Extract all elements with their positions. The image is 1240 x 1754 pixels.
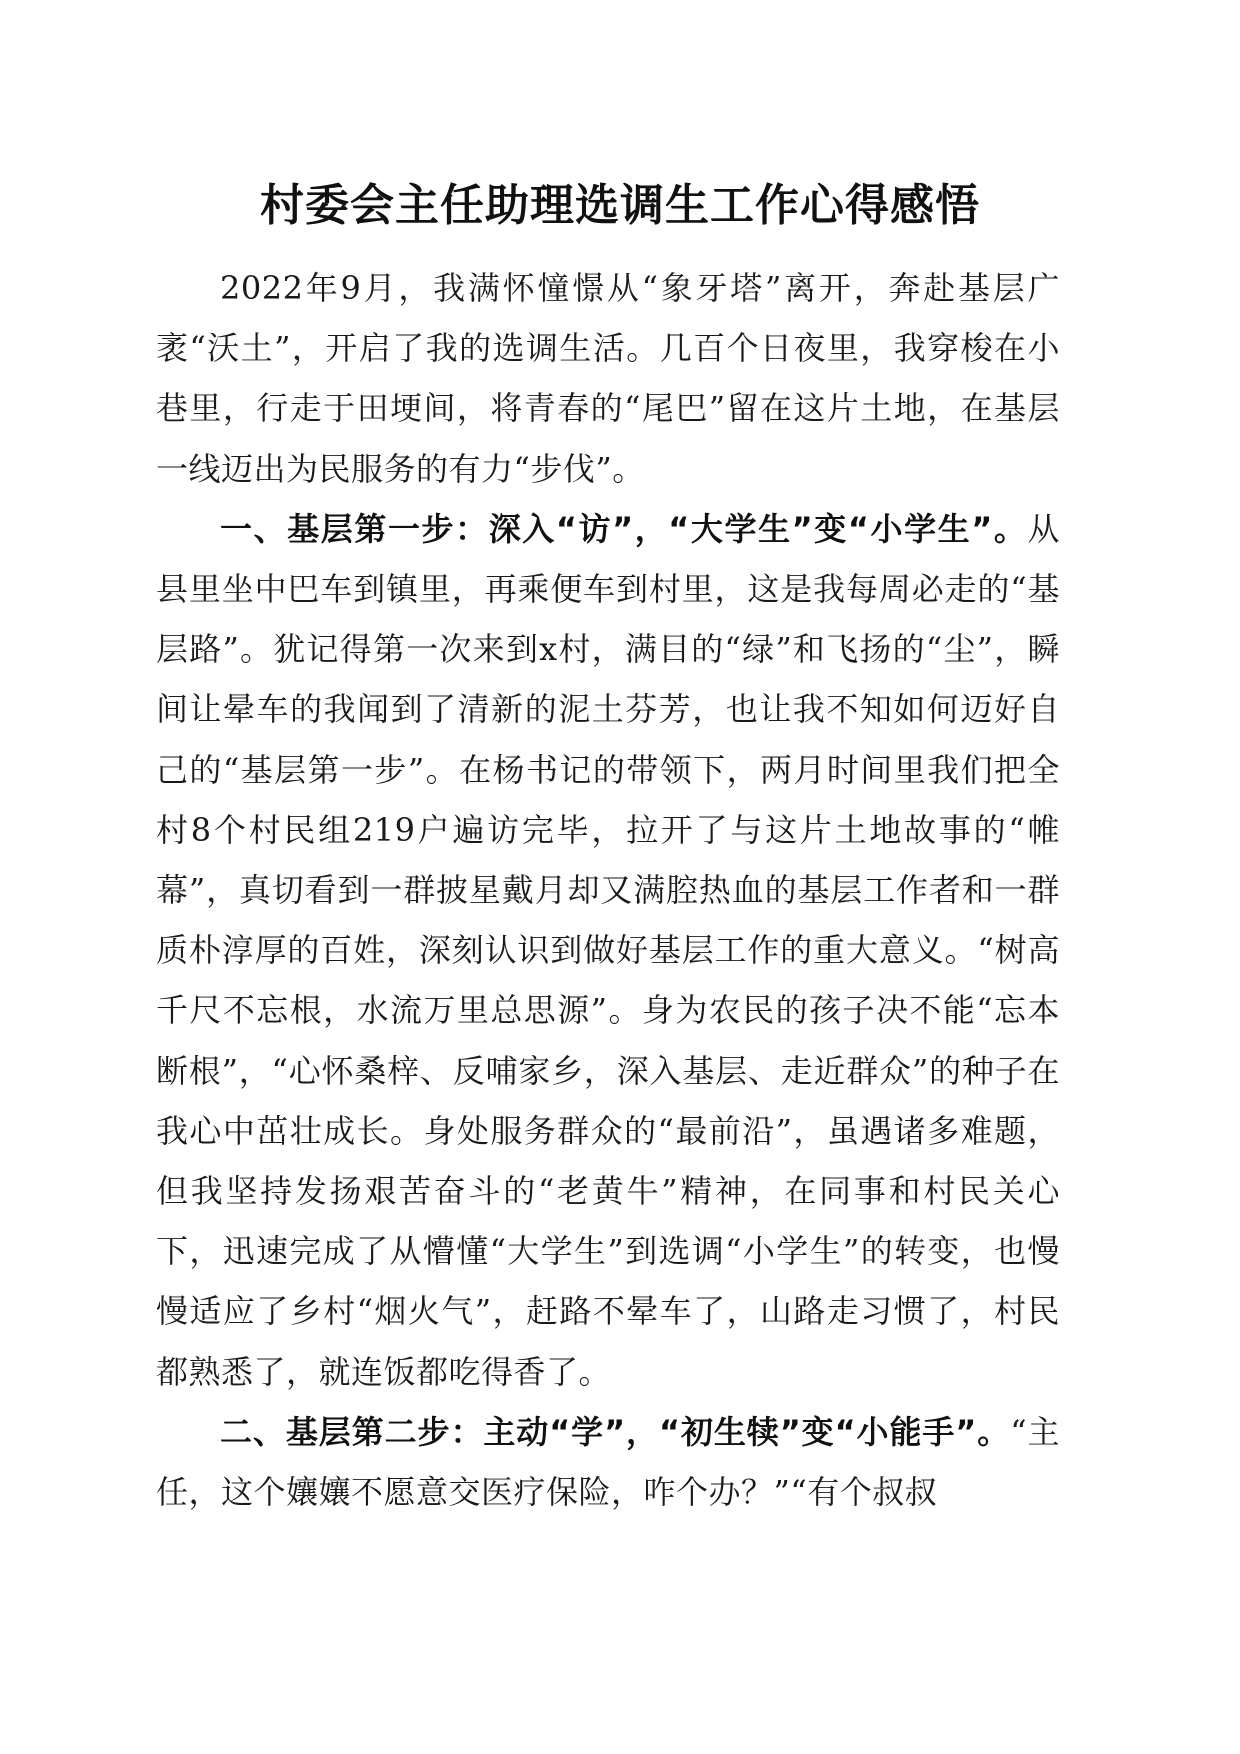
section-one-text: 从县里坐中巴车到镇里，再乘便车到村里，这是我每周必走的“基层路”。犹记得第一次来到x村，满目的“绿”和飞扬的“尘”，瞬间让晕车的我闻到了清新的泥土芬芳，也让我不知如何迈好自己的“基层第一步”。在杨书记的带领下，两月时间里我们把全村8个村民组219户遍访完毕，拉开了与这片土地故事的“帷幕”，真切看到一群披星戴月却又满腔热血的基层工作者和一群质朴淳厚的百姓，深刻认识到做好基层工作的重大意义。“树高千尺不忘根，水流万里总思源”。身为农民的孩子决不能“忘本断根”，“心怀桑梓、反哺家乡，深入基层、走近群众”的种子在我心中茁壮成长。身处服务群众的“最前沿”，虽遇诸多难题，但我坚持发扬艰苦奋斗的“老黄牛”精神，在同事和村民关心下，迅速完成了从懵懂“大学生”到选调“小学生”的转变，也慢慢适应了乡村“烟火气”，赶路不晕车了，山路走习惯了，村民都熟悉了，就连饭都吃得香了。	[156, 509, 1060, 1391]
section-two-heading: 二、基层第二步：主动“学”，“初生犊”变“小能手”。	[220, 1412, 1011, 1451]
intro-paragraph	[156, 258, 1060, 499]
section-one-heading: 一、基层第一步：深入“访”，“大学生”变“小学生”。	[220, 509, 1028, 548]
document-body	[156, 258, 1060, 1522]
section-two-paragraph	[156, 1402, 1060, 1522]
document-title: 村委会主任助理选调生工作心得感悟	[260, 180, 980, 231]
intro-paragraph-text: 2022年9月，我满怀憧憬从“象牙塔”离开，奔赴基层广袤“沃土”，开启了我的选调生活。几百个日夜里，我穿梭在小巷里，行走于田埂间，将青春的“尾巴”留在这片土地，在基层一线迈出为民服务的有力“步伐”。	[156, 269, 1060, 488]
section-two-text: “主任，这个孃孃不愿意交医疗保险，咋个办？”“有个叔叔	[156, 1412, 1060, 1512]
section-one-paragraph	[156, 499, 1060, 1402]
